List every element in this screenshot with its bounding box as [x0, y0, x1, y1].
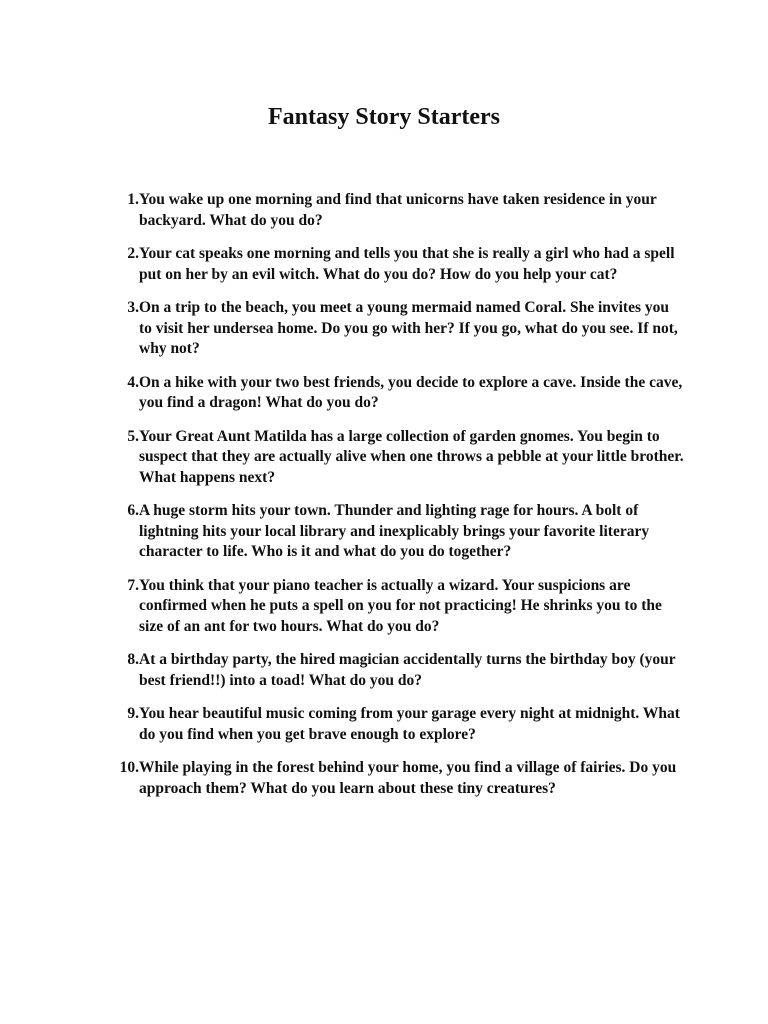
list-item — [112, 650, 684, 691]
list-item-text: You wake up one morning and find that unicorns have taken residence in your backyard. What do you do? — [139, 191, 657, 229]
list-item-number: 9. — [127, 705, 139, 722]
list-item — [112, 576, 684, 638]
story-starter-list — [112, 190, 684, 812]
list-item-text: Your Great Aunt Matilda has a large collection of garden gnomes. You begin to suspect that they are actually alive when one throws a pebble at your little brother. What happens next? — [139, 427, 684, 486]
list-item-number: 7. — [127, 576, 139, 594]
list-item-text: At a birthday party, the hired magician accidentally turns the birthday boy (your best friend!!) into a toad! What do you do? — [139, 651, 676, 689]
list-item-number: 3. — [127, 299, 139, 316]
list-item — [112, 298, 684, 360]
list-item-text: Your cat speaks one morning and tells you that she is really a girl who had a spell put on her by an evil witch. What do you do? How do you help your cat? — [139, 245, 675, 283]
list-item-number: 10. — [119, 759, 139, 776]
page-title: Fantasy Story Starters — [268, 104, 500, 130]
list-item-number: 2. — [127, 245, 139, 262]
list-item-number: 6. — [127, 502, 139, 519]
list-item — [112, 244, 684, 285]
list-item-text: On a trip to the beach, you meet a young mermaid named Coral. She invites you to visit her undersea home. Do you go with her? If you go, what do you see. If not, why not? — [139, 299, 678, 357]
list-item-text: While playing in the forest behind your home, you find a village of fairies. Do you approach them? What do you learn about these tiny creatures? — [139, 759, 677, 797]
list-item — [112, 190, 684, 231]
list-item — [112, 758, 684, 799]
list-item-number: 1. — [127, 191, 139, 208]
list-item — [112, 704, 684, 745]
list-item-number: 8. — [127, 651, 139, 668]
list-item-number: 4. — [127, 373, 139, 391]
list-item-text: A huge storm hits your town. Thunder and lighting rage for hours. A bolt of lightning hits your local library and inexplicably brings your favorite literary character to life. Who is it and what do you do together? — [139, 502, 650, 560]
list-item — [112, 501, 684, 563]
list-item-text: You hear beautiful music coming from your garage every night at midnight. What do you find when you get brave enough to explore? — [139, 705, 680, 743]
list-item — [112, 373, 684, 414]
list-item-number: 5. — [127, 427, 139, 445]
list-item-text: You think that your piano teacher is actually a wizard. Your suspicions are confirmed when he puts a spell on you for not practicing! He shrinks you to the size of an ant for two hours. What do you do? — [139, 576, 662, 635]
list-item — [112, 427, 684, 489]
list-item-text: On a hike with your two best friends, you decide to explore a cave. Inside the cave, you find a dragon! What do you do? — [139, 373, 683, 411]
